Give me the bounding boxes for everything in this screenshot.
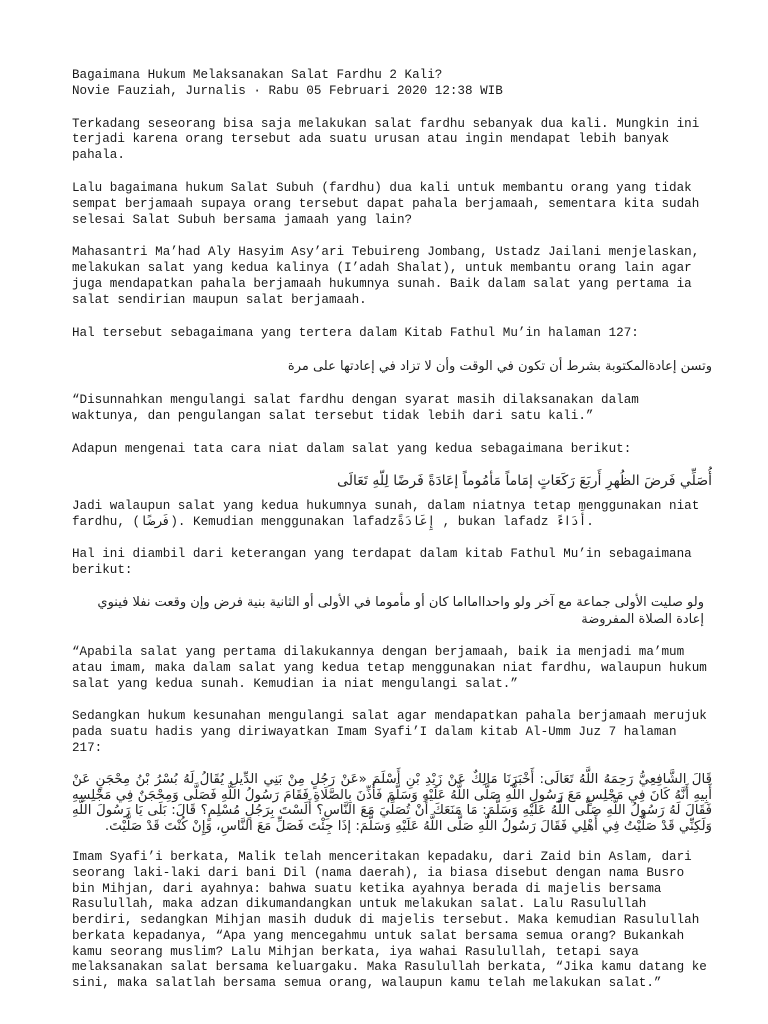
paragraph-niat-intro: Adapun mengenai tata cara niat dalam salat yang kedua sebagaimana berikut: [72, 441, 632, 456]
paragraph-intro: Terkadang seseorang bisa saja melakukan salat fardhu sebanyak dua kali. Mungkin ini terjadi karena orang tersebut ada suatu urusan atau ingin mendapat lebih banyak pahala. [72, 116, 700, 163]
paragraph-explanation: Mahasantri Ma’had Aly Hasyim Asy’ari Tebuireng Jombang, Ustadz Jailani menjelaskan, melakukan salat yang kedua kalinya (I’adah Shalat), untuk membantu orang lain agar juga mendapatkan pahala berjamaah hukumnya sunah. Baik dalam salat yang pertama ia salat sendirian maupun salat berjamaah. [72, 245, 700, 307]
paragraph-reference-2: Hal ini diambil dari keterangan yang terdapat dalam kitab Fathul Mu’in sebagaimana berikut: [72, 547, 692, 578]
paragraph-niat-explanation: Jadi walaupun salat yang kedua hukumnya sunah, dalam niatnya tetap menggunakan niat fardhu, (فَرضًا). Kemudian menggunakan lafadzإِعَادَةً , bukan lafadz أَدَاءً. [72, 498, 700, 529]
arabic-quote-fathul-muin-2: ولو صليت الأولى جماعة مع آخر ولو واحداامااما كان أو مأموما في الأولى أو الثانية بنية فرض وإن وقعت نفلا فينوي إعادة الصلاة المفروضة [97, 594, 704, 627]
article-title: Bagaimana Hukum Melaksanakan Salat Fardhu 2 Kali? [72, 68, 443, 82]
arabic-quote-fathul-muin: وتسن إعادةالمكتوبة بشرط أن تكون في الوقت وأن لا تزاد في إعادتها على مرة [287, 359, 712, 375]
article-byline: Novie Fauziah, Jurnalis · Rabu 05 Februari 2020 12:38 WIB [72, 83, 503, 98]
article-body [72, 68, 712, 1009]
paragraph-hadith-translation: Imam Syafi’i berkata, Malik telah menceritakan kepadaku, dari Zaid bin Aslam, dari seorang laki-laki dari bani Dil (nama daerah), ia biasa disebut dengan nama Busro bin Mihjan, dari ayahnya: bahwa suatu ketika ayahnya berada di majelis bersama Rasulullah, maka adzan dikumandangkan untuk melakukan salat. Lalu Rasulullah berdiri, sedangkan Mihjan masih duduk di majelis tersebut. Maka kemudian Rasulullah berkata kepadanya, “Apa yang mencegahmu untuk salat bersama semua orang? Bukankah kamu seorang muslim? Lalu Mihjan berkata, iya wahai Rasulullah, tetapi saya melaksanakan salat bersama keluargaku. Maka Rasulullah berkata, “Jika kamu datang ke sini, maka salatlah bersama semua orang, walaupun kamu telah melakukan salat.” [72, 849, 707, 991]
paragraph-reference-fathul-muin: Hal tersebut sebagaimana yang tertera dalam Kitab Fathul Mu’in halaman 127: [72, 325, 639, 340]
paragraph-hadith-intro: Sedangkan hukum kesunahan mengulangi salat agar mendapatkan pahala berjamaah merujuk pada suatu hadis yang diriwayatkan Imam Syafi’I dalam kitab Al-Umm Juz 7 halaman 217: [72, 709, 707, 755]
paragraph-translation-1: “Disunnahkan mengulangi salat fardhu dengan syarat masih dilaksanakan dalam waktunya, dan pengulangan salat tersebut tidak lebih dari satu kali.” [72, 393, 639, 424]
arabic-hadith: قَالَ الشَّافِعِيُّ رَحِمَهُ اللَّهُ تَعَالَى: أَخْبَرَنَا مَالِكٌ عَنْ زَيْدِ بْنِ أَسْلَمَ «عَنْ رَجُلٍ مِنْ بَنِي الدِّيلِ يُقَالُ لَهُ بُسْرُ بْنُ مِحْجَنٍ عَنْ أَبِيهِ أَنَّهُ كَانَ فِي مَجْلِسٍ مَعَ رَسُولِ اللَّهِ صَلَّى اللَّهُ عَلَيْهِ وَسَلَّمَ فَأُذِّنَ بِالصَّلَاةِ فَقَامَ رَسُولُ اللَّهِ فَصَلَّى وَمِحْجَنٌ فِي مَجْلِسِهِ فَقَالَ لَهُ رَسُولُ اللَّهِ صَلَّى اللَّهُ عَلَيْهِ وَسَلَّمَ: مَا مَنَعَكَ أَنْ تُصَلِّيَ مَعَ النَّاسِ؟ أَلَسْتَ بِرَجُلٍ مُسْلِمٍ؟ قَالَ: بَلَى يَا رَسُولَ اللَّهِ وَلَكِنِّي قَدْ صَلَّيْتُ فِي أَهْلِي فَقَالَ رَسُولُ اللَّهِ صَلَّى اللَّهُ عَلَيْهِ وَسَلَّمَ: إذَا جِئْتَ فَصَلِّ مَعَ النَّاسِ، وَإِنْ كُنْتَ قَدْ صَلَّيْتَ. [72, 771, 712, 835]
arabic-niat: أُصَلِّي فَرضَ الظُهرِ أَربَعَ رَكَعَاتٍ إمَاماً مَأمُوماً إعَادَةً فَرضًا لِلّهِ تَعَالَى [337, 472, 712, 489]
paragraph-translation-2: “Apabila salat yang pertama dilakukannya dengan berjamaah, baik ia menjadi ma’mum atau imam, maka dalam salat yang kedua tetap menggunakan niat fardhu, walaupun hukum salat yang kedua sunah. Kemudian ia niat mengulangi salat.” [72, 644, 707, 691]
article-header [72, 68, 712, 100]
paragraph-question: Lalu bagaimana hukum Salat Subuh (fardhu) dua kali untuk membantu orang yang tidak sempat berjamaah supaya orang tersebut dapat pahala berjamaah, sementara kita sudah selesai Salat Subuh bersama jamaah yang lain? [72, 180, 700, 227]
